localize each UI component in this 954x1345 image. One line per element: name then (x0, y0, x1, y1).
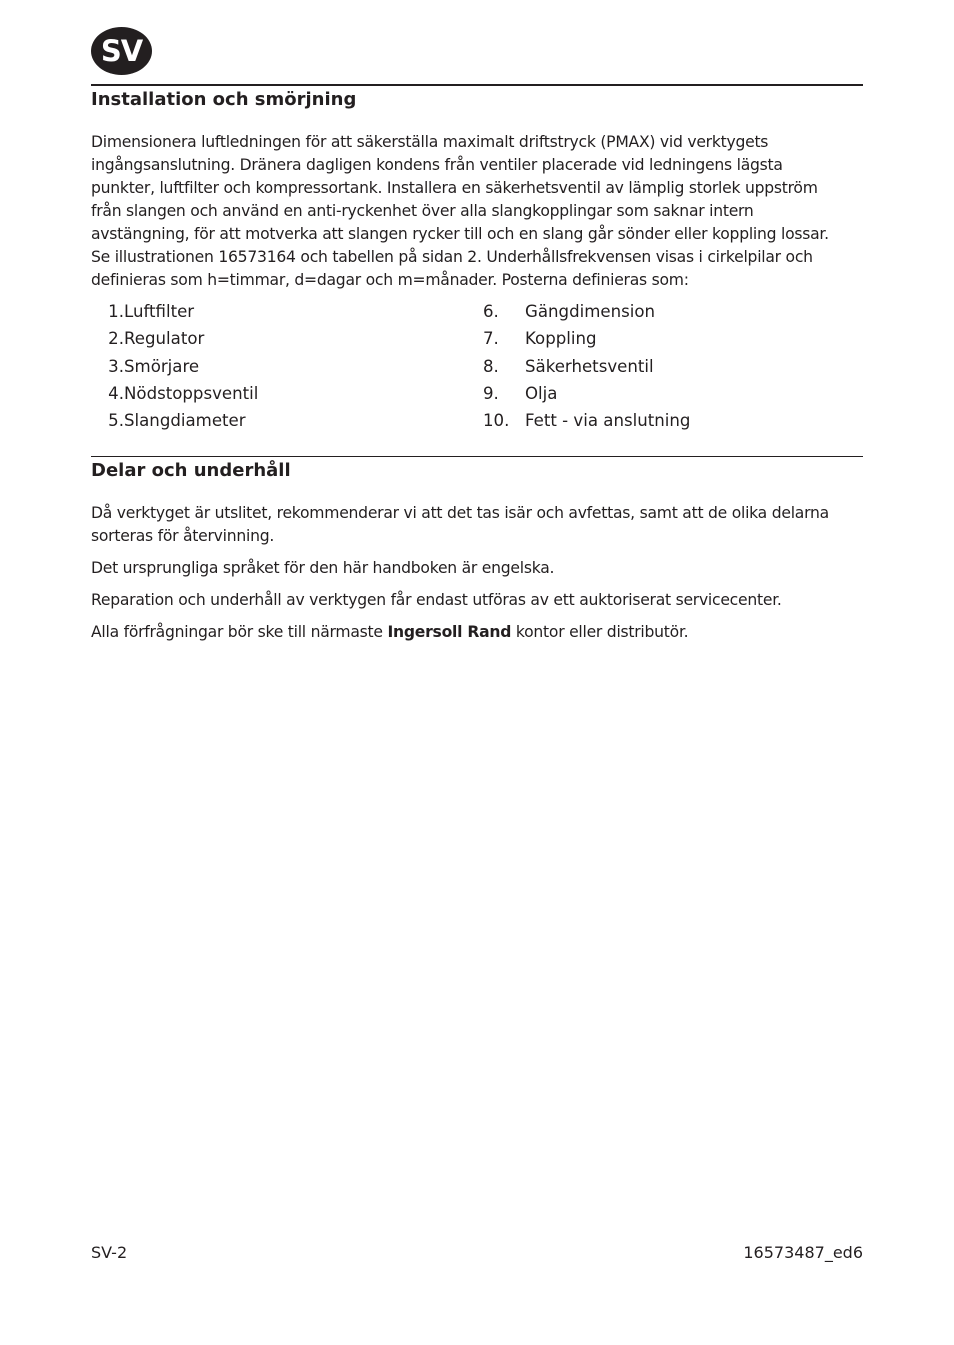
page-number: SV-2 (91, 1243, 128, 1262)
header-rule (91, 84, 863, 86)
parts-paragraph-3-text: Reparation och underhåll av verktygen får endast utföras av ett auktoriserat servicecenter. (91, 591, 782, 609)
list-item-number: 4. (108, 383, 124, 403)
installation-line-7: definieras som h=timmar, d=dagar och m=månader. Posterna definieras som: (91, 271, 689, 289)
list-item (483, 407, 863, 434)
parts-line-2: sorteras för återvinning. (91, 527, 275, 545)
list-item-number: 5. (108, 411, 124, 431)
list-item-number: 3. (108, 356, 124, 376)
parts-paragraph-3 (91, 589, 863, 612)
parts-paragraph-2-text: Det ursprungliga språket för den här handboken är engelska. (91, 559, 555, 577)
list-item (483, 325, 863, 352)
section-divider (91, 456, 863, 457)
contact-text-before: Alla förfrågningar bör ske till närmaste (91, 623, 388, 641)
list-item-number: 8. (483, 356, 499, 376)
list-item-label: Luftfilter (124, 302, 195, 321)
document-id: 16573487_ed6 (743, 1243, 863, 1262)
parts-line-1: Då verktyget är utslitet, rekommenderar vi att det tas isär och avfettas, samt att de olika delarna (91, 504, 829, 522)
list-item (91, 353, 471, 380)
list-item (483, 380, 863, 407)
list-item-number: 6. (483, 302, 499, 321)
list-item (91, 380, 471, 407)
list-item-label: Gängdimension (525, 302, 656, 321)
list-item-label: Säkerhetsventil (525, 356, 654, 376)
installation-line-1: Dimensionera luftledningen för att säkerställa maximalt driftstryck (PMAX) vid verktygets (91, 133, 769, 151)
installation-line-3: punkter, luftfilter och kompressortank. Installera en säkerhetsventil av lämplig storlek uppström (91, 179, 818, 197)
items-list-right (483, 298, 863, 434)
installation-line-4: från slangen och använd en anti-ryckenhet över alla slangkopplingar som saknar intern (91, 202, 754, 220)
section-title-installation: Installation och smörjning (91, 89, 357, 110)
list-item-number: 9. (483, 383, 499, 403)
parts-paragraph-1 (91, 502, 863, 548)
installation-paragraph (91, 131, 863, 292)
list-item-label: Fett - via anslutning (525, 411, 691, 431)
list-item-number: 2. (108, 329, 124, 349)
list-item-number: 7. (483, 329, 499, 349)
list-item-label: Regulator (124, 329, 205, 349)
list-item (91, 407, 471, 434)
brand-name: Ingersoll Rand (387, 623, 512, 641)
list-item (91, 298, 471, 325)
list-item (483, 353, 863, 380)
installation-line-6: Se illustrationen 16573164 och tabellen på sidan 2. Underhållsfrekvensen visas i cirkelpilar och (91, 248, 813, 266)
list-item-number: 10. (483, 411, 510, 431)
section-title-parts: Delar och underhåll (91, 460, 291, 481)
items-list-left (91, 298, 471, 434)
parts-paragraph-4-line (91, 621, 863, 644)
list-item-label: Smörjare (124, 356, 200, 376)
list-item-label: Slangdiameter (124, 411, 246, 431)
contact-text-after: kontor eller distributör. (511, 623, 689, 641)
list-item-label: Olja (525, 383, 558, 403)
language-badge: SV (91, 27, 152, 75)
list-item-number: 1. (108, 302, 124, 321)
list-item-label: Koppling (525, 329, 597, 349)
parts-paragraph-2 (91, 557, 863, 580)
list-item (483, 298, 863, 325)
installation-line-5: avstängning, för att motverka att slangen rycker till och en slang går sönder eller koppling lossar. (91, 225, 829, 243)
installation-line-2: ingångsanslutning. Dränera dagligen kondens från ventiler placerade vid ledningens lägsta (91, 156, 783, 174)
parts-paragraph-4 (91, 621, 863, 644)
list-item-label: Nödstoppsventil (124, 383, 259, 403)
list-item (91, 325, 471, 352)
